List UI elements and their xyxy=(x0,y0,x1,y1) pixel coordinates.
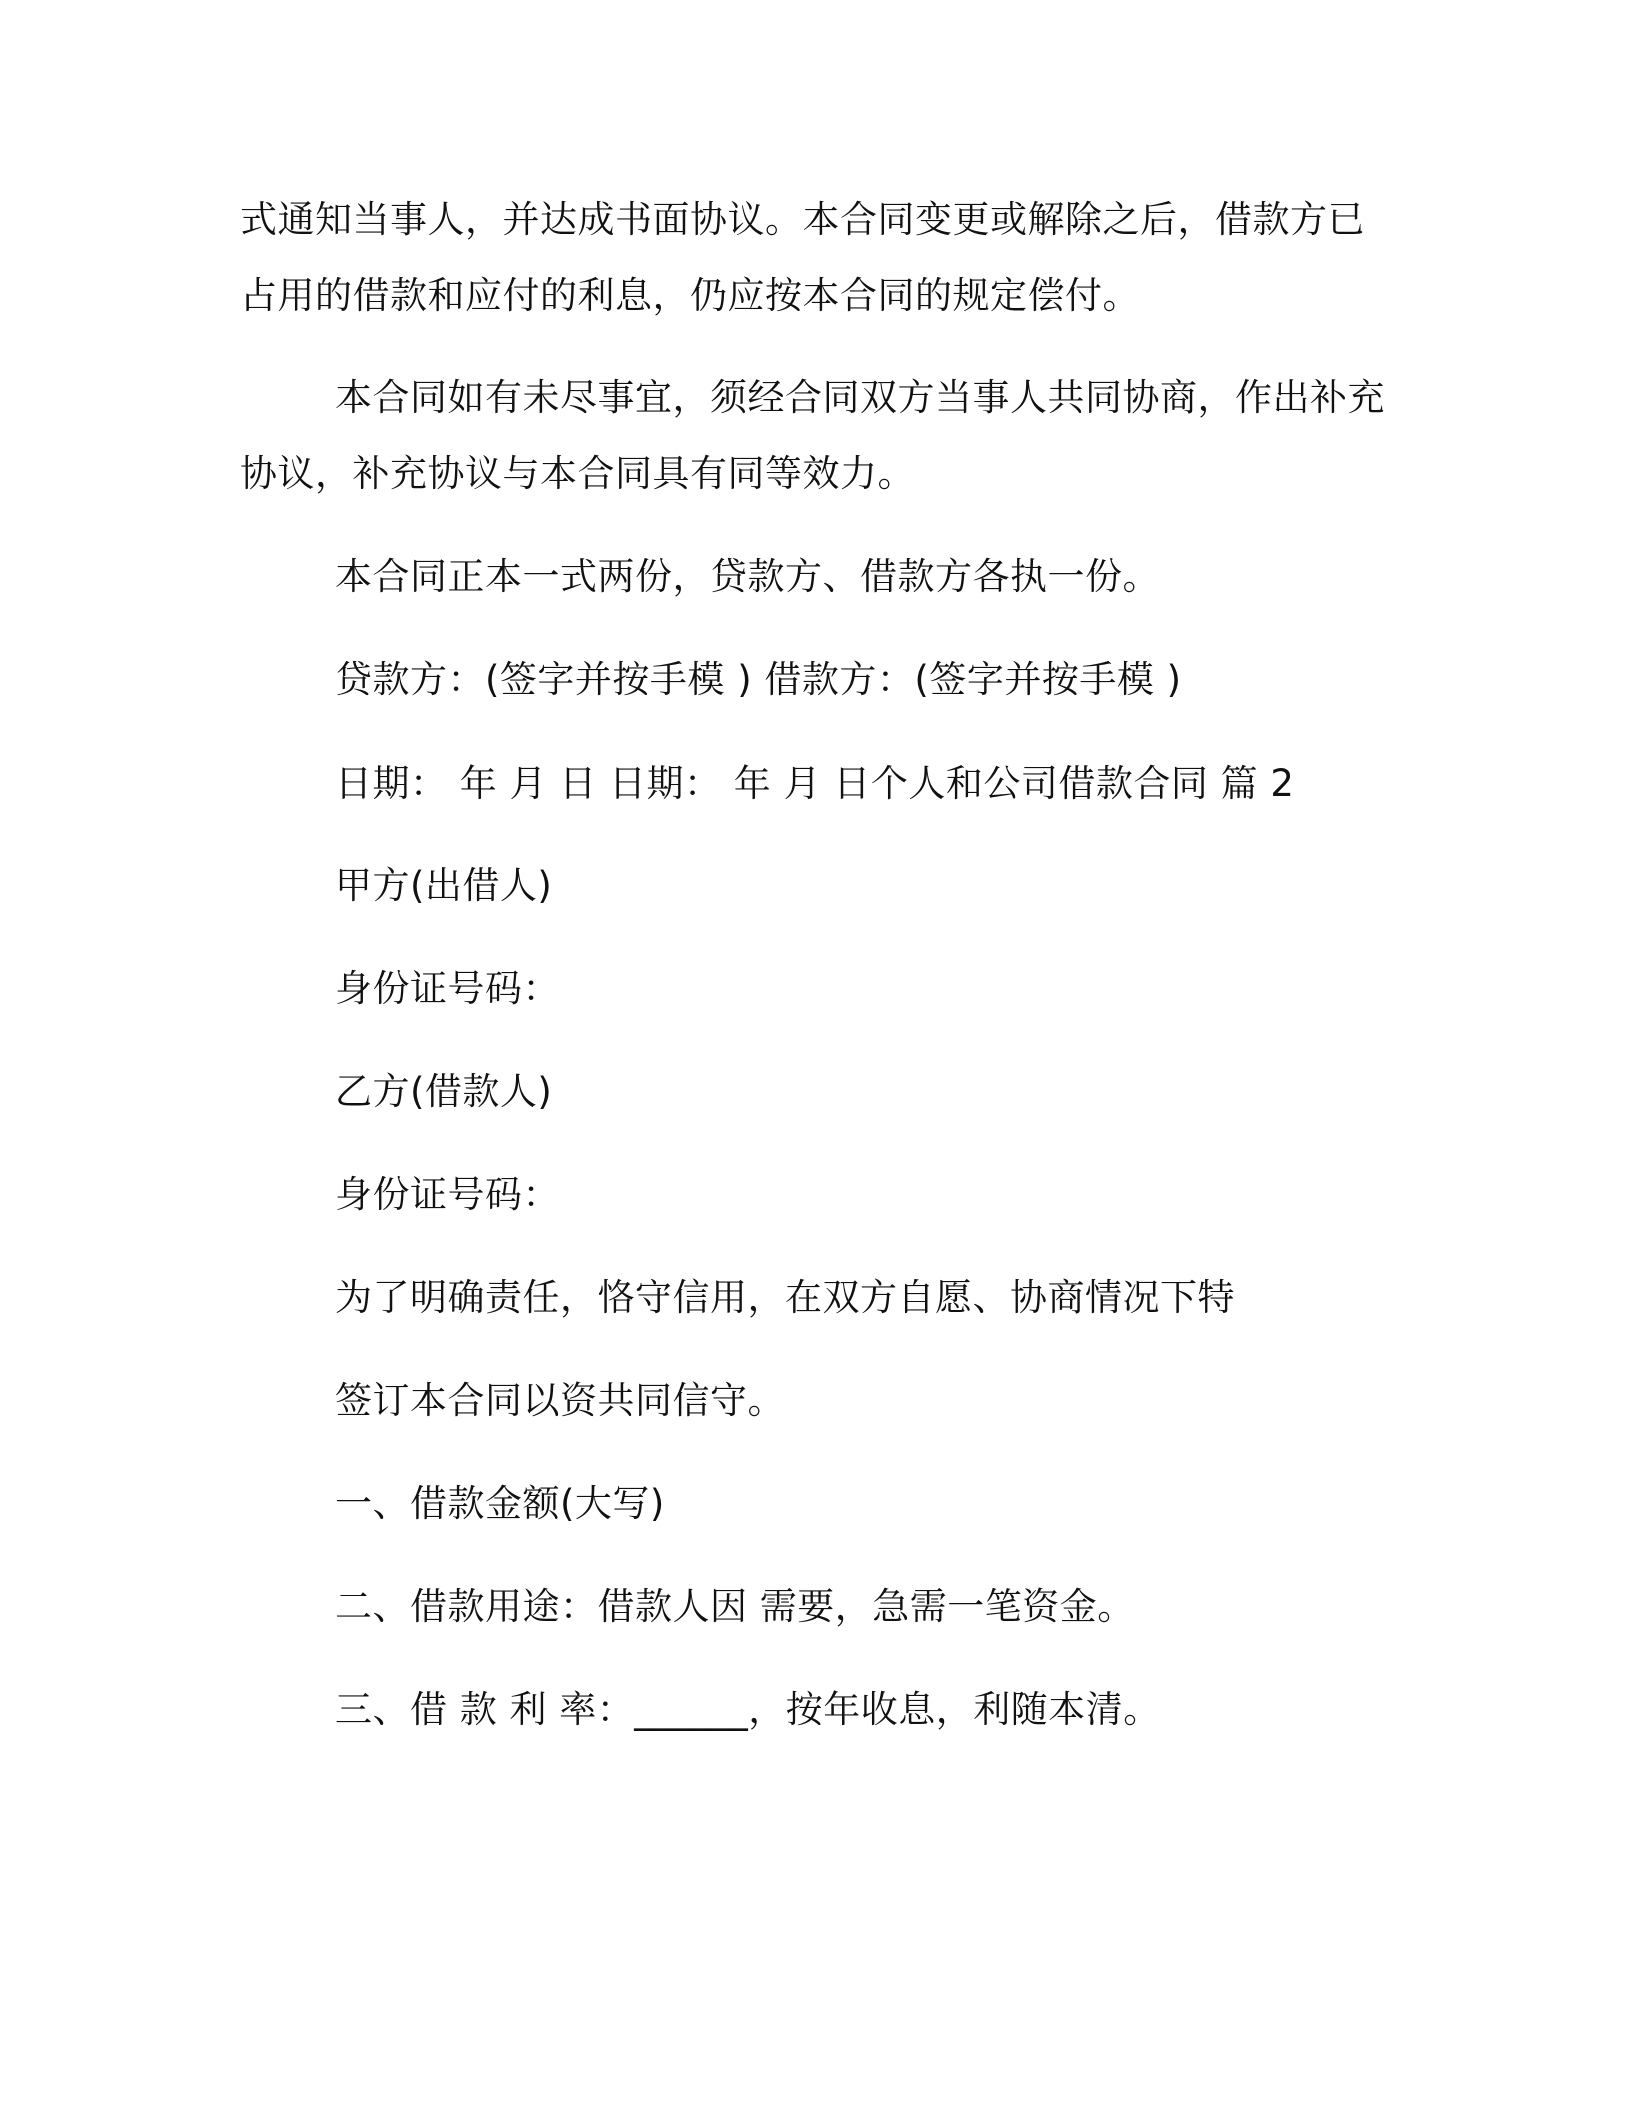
paragraph-line: 占用的借款和应付的利息，仍应按本合同的规定偿付。 xyxy=(240,274,1140,317)
party-b-id-label: 身份证号码： xyxy=(335,1173,560,1216)
paragraph-line: 签订本合同以资共同信守。 xyxy=(335,1379,785,1422)
paragraph-line: 式通知当事人，并达成书面协议。本合同变更或解除之后，借款方已 xyxy=(240,198,1365,241)
date-line: 日期： 年 月 日 日期： 年 月 日个人和公司借款合同 篇 2 xyxy=(335,762,1295,805)
paragraph-line: 本合同正本一式两份，贷款方、借款方各执一份。 xyxy=(335,555,1160,598)
party-b-label: 乙方(借款人) xyxy=(335,1070,553,1113)
clause-line: 一、借款金额(大写) xyxy=(335,1482,665,1525)
signature-line: 贷款方：(签字并按手模 ) 借款方：(签字并按手模 ) xyxy=(335,658,1182,701)
clause-line: 三、借 款 利 率：______，按年收息，利随本清。 xyxy=(335,1688,1161,1731)
paragraph-line: 协议，补充协议与本合同具有同等效力。 xyxy=(240,452,915,495)
party-a-id-label: 身份证号码： xyxy=(335,967,560,1010)
paragraph-line: 为了明确责任，恪守信用，在双方自愿、协商情况下特 xyxy=(335,1276,1235,1319)
paragraph-line: 本合同如有未尽事宜，须经合同双方当事人共同协商，作出补充 xyxy=(335,376,1385,419)
party-a-label: 甲方(出借人) xyxy=(335,864,553,907)
clause-line: 二、借款用途：借款人因 需要，急需一笔资金。 xyxy=(335,1585,1135,1628)
